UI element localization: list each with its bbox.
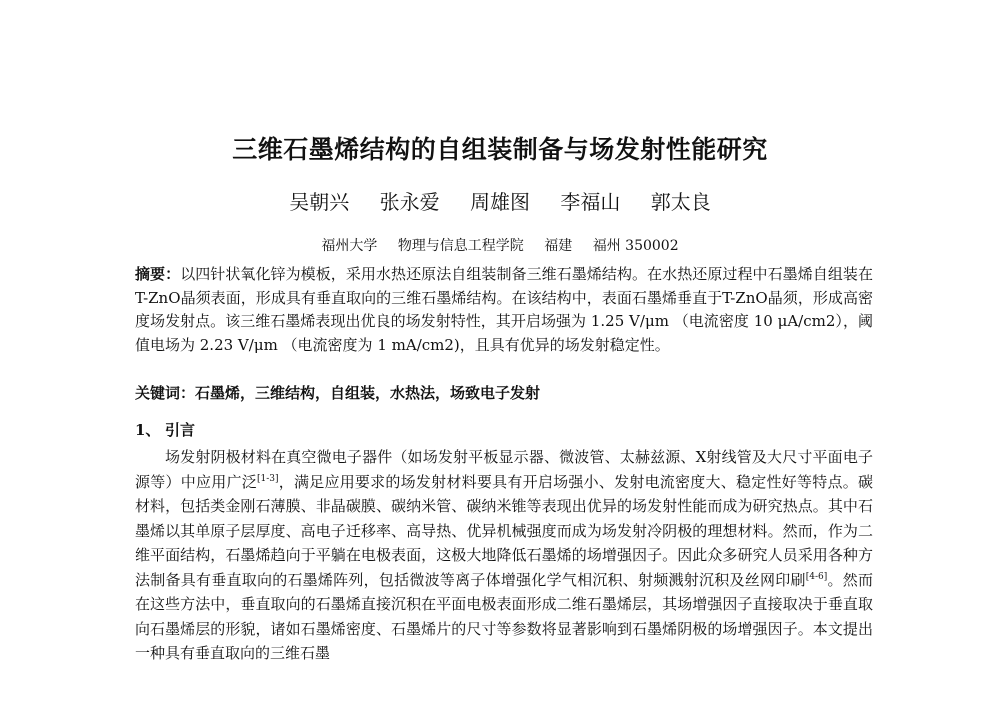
abstract-label: 摘要： xyxy=(135,265,181,283)
affiliation-city: 福州 350002 xyxy=(592,238,679,254)
abstract xyxy=(135,263,873,357)
citation-ref: [4-6] xyxy=(805,571,828,582)
citation-ref: [1-3] xyxy=(256,473,279,484)
abstract-text: 以四针状氧化锌为模板，采用水热还原法自组装制备三维石墨烯结构。在水热还原过程中石墨烯自组装在T-ZnO晶须表面，形成具有垂直取向的三维石墨烯结构。在该结构中，表面石墨烯垂直于T-ZnO晶须，形成高密度场发射点。该三维石墨烯表现出优良的场发射特性，其开启场强为 1.25 V/μm （电流密度 10 μA/cm2），阈值电场为 2.23 V/μm （电流密度为 1 mA/cm2)，且具有优异的场发射稳定性。 xyxy=(135,265,873,354)
author-name: 张永爱 xyxy=(379,190,440,214)
affiliation-university: 福州大学 xyxy=(321,238,378,254)
affiliation xyxy=(0,235,1000,255)
keywords-text: 石墨烯，三维结构，自组装，水热法，场致电子发射 xyxy=(195,384,541,402)
paper-title: 三维石墨烯结构的自组装制备与场发射性能研究 xyxy=(232,135,768,164)
body-text-1: 场发射阴极材料在真空微电子器件（如场发射平板显示器、微波管、太赫兹源、X射线管及大尺寸平面电子源等）中应用广泛 xyxy=(135,448,873,491)
keywords xyxy=(135,382,873,406)
author-name: 周雄图 xyxy=(470,190,530,214)
author-name: 李福山 xyxy=(560,190,621,214)
author-list xyxy=(0,186,1000,215)
author-name: 郭太良 xyxy=(650,190,711,214)
section-title: 引言 xyxy=(165,421,196,439)
section-heading xyxy=(135,419,873,443)
affiliation-province: 福建 xyxy=(544,238,573,254)
section-number: 1、 xyxy=(135,421,161,439)
author-name: 吴朝兴 xyxy=(289,190,350,214)
affiliation-school: 物理与信息工程学院 xyxy=(397,238,524,254)
keywords-label: 关键词： xyxy=(135,384,196,402)
body-text-3: 。然而在这些方法中，垂直取向的石墨烯直接沉积在平面电极表面形成二维石墨烯层，其场增强因子直接取决于垂直取向石墨烯层的形貌，诸如石墨烯密度、石墨烯片的尺寸等参数将显著影响到石墨烯阴极的场增强因子。本文提出一种具有垂直取向的三维石墨 xyxy=(135,570,873,662)
body-text-2: ，满足应用要求的场发射材料要具有开启场强小、发射电流密度大、稳定性好等特点。碳材料，包括类金刚石薄膜、非晶碳膜、碳纳米管、碳纳米锥等表现出优异的场发射性能而成为研究热点。其中石墨烯以其单原子层厚度、高电子迁移率、高导热、优异机械强度而成为场发射冷阴极的理想材料。然而，作为二维平面结构，石墨烯趋向于平躺在电极表面，这极大地降低石墨烯的场增强因子。因此众多研究人员采用各种方法制备具有垂直取向的石墨烯阵列，包括微波等离子体增强化学气相沉积、射频溅射沉积及丝网印刷 xyxy=(135,472,873,589)
body-paragraph xyxy=(135,445,873,666)
